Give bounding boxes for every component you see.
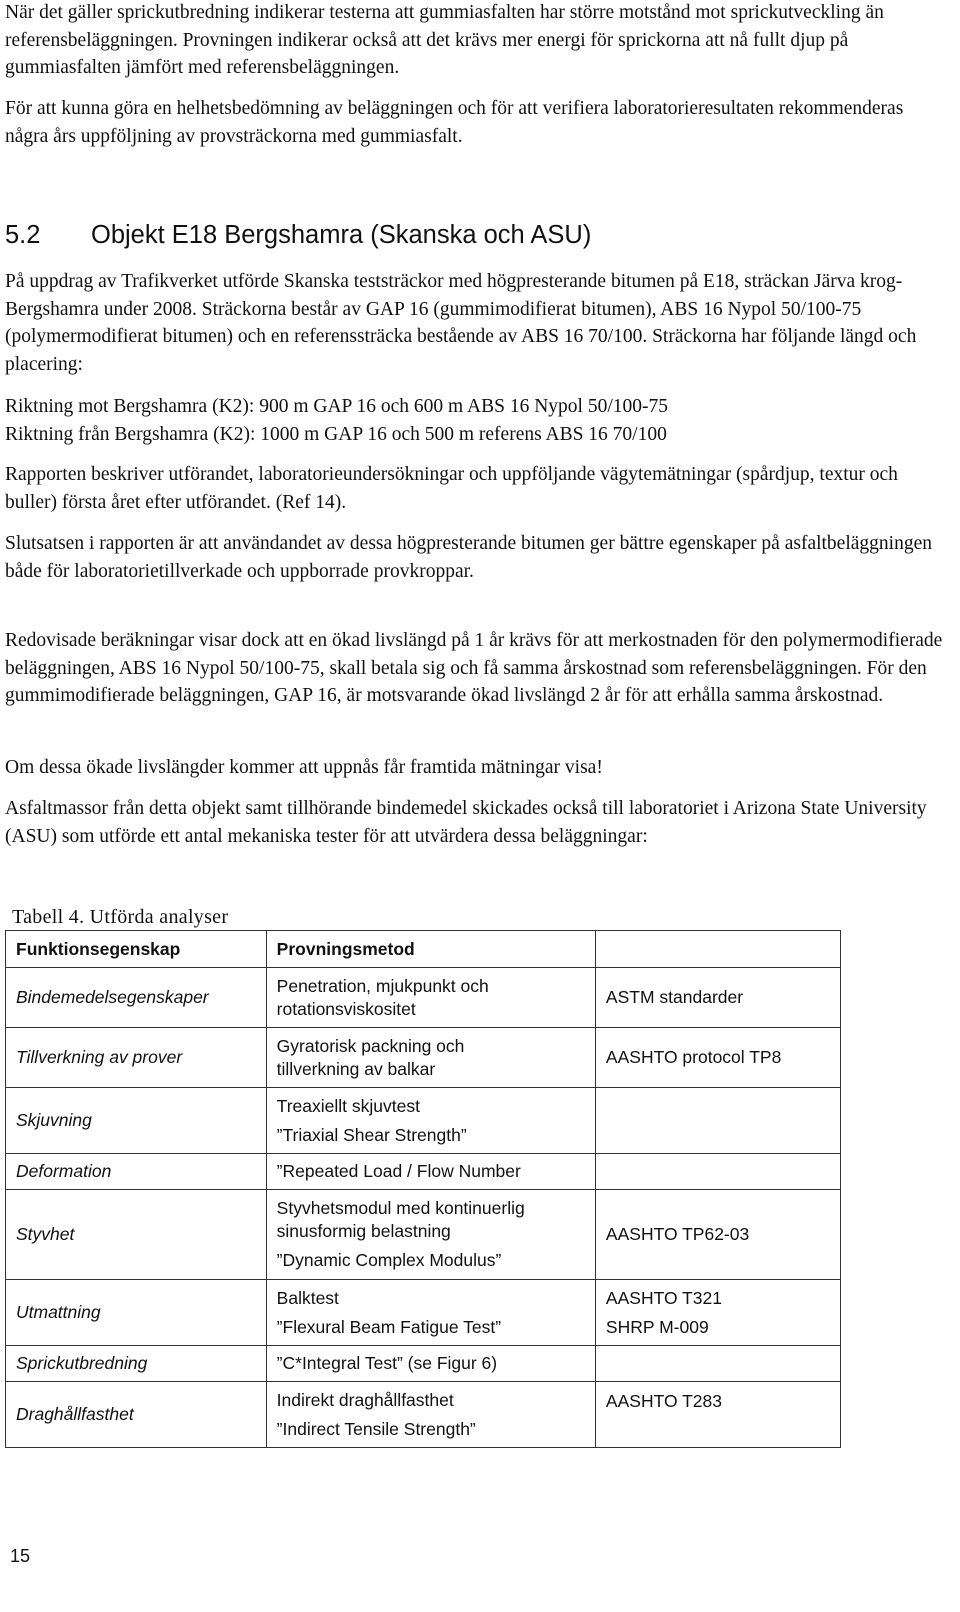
cell-method	[266, 1280, 595, 1346]
table-row	[6, 1346, 841, 1382]
header-provningsmetod: Provningsmetod	[266, 931, 595, 968]
direction-line-2: Riktning från Bergshamra (K2): 1000 m GAP 16 och 500 m referens ABS 16 70/100	[5, 424, 667, 445]
cell-property: Bindemedelsegenskaper	[6, 968, 267, 1028]
cell-property: Deformation	[6, 1154, 267, 1190]
table-row	[6, 1028, 841, 1088]
method-line: rotationsviskositet	[276, 998, 416, 1019]
cell-standard: AASHTO TP62-03	[595, 1190, 840, 1280]
method-line: ”Indirect Tensile Strength”	[276, 1418, 476, 1439]
analyses-table	[5, 930, 841, 1448]
section-title: Objekt E18 Bergshamra (Skanska och ASU)	[91, 221, 592, 249]
table-row	[6, 1154, 841, 1190]
paragraph-sprickutbredning: När det gäller sprickutbredning indikerar testerna att gummiasfalten har större motstånd mot sprickutveckling än referensbeläggningen. Provningen indikerar också att det krävs mer energi för sprickorna att nå fullt djup på gummiasfalten jämfört med referensbeläggningen.	[5, 2, 884, 78]
header-standard-empty	[595, 931, 840, 968]
section-heading	[5, 219, 591, 251]
method-line: sinusformig belastning	[276, 1221, 451, 1241]
method-line: ”Triaxial Shear Strength”	[276, 1124, 467, 1145]
header-funktionsegenskap: Funktionsegenskap	[6, 931, 267, 968]
cell-property: Styvhet	[6, 1190, 267, 1280]
method-line: Styvhetsmodul med kontinuerlig	[276, 1198, 525, 1218]
table-row	[6, 1190, 841, 1280]
cell-standard	[595, 1088, 840, 1154]
cell-property: Tillverkning av prover	[6, 1028, 267, 1088]
table-row	[6, 1382, 841, 1448]
cell-method	[266, 1088, 595, 1154]
cell-property: Draghållfasthet	[6, 1382, 267, 1448]
paragraph-asfaltmassor: Asfaltmassor från detta objekt samt tillhörande bindemedel skickades också till laboratoriet i Arizona State University (ASU) som utförde ett antal mekaniska tester för att utvärdera dessa beläggningar:	[5, 798, 927, 847]
cell-standard	[595, 1280, 840, 1346]
cell-method	[266, 1028, 595, 1088]
paragraph-slutsatsen: Slutsatsen i rapporten är att användandet av dessa högpresterande bitumen ger bättre egenskaper på asfaltbeläggningen både för laboratorietillverkade och uppborrade provkroppar.	[5, 533, 932, 582]
method-line: Penetration, mjukpunkt och	[276, 975, 489, 996]
table-row	[6, 1280, 841, 1346]
standard-line: AASHTO T321	[605, 1287, 722, 1308]
table-caption: Tabell 4. Utförda analyser	[12, 906, 229, 928]
method-line: ”Dynamic Complex Modulus”	[276, 1250, 502, 1270]
cell-property: Skjuvning	[6, 1088, 267, 1154]
standard-line: SHRP M-009	[605, 1316, 709, 1337]
cell-method: ”Repeated Load / Flow Number	[266, 1154, 595, 1190]
table-header-row	[6, 931, 841, 968]
paragraph-uppdrag: På uppdrag av Trafikverket utförde Skanska teststräckor med högpresterande bitumen på E18, sträckan Järva krog-Bergshamra under 2008. Sträckorna består av GAP 16 (gummimodifierat bitumen), ABS 16 Nypol 50/100-75 (polymermodifierat bitumen) och en referenssträcka bestående av ABS 16 70/100. Sträckorna har följande längd och placering:	[5, 271, 917, 375]
paragraph-helhetsbedomning: För att kunna göra en helhetsbedömning av beläggningen och för att verifiera laboratorieresultaten rekommenderas några års uppföljning av provsträckorna med gummiasfalt.	[5, 98, 904, 147]
cell-method: ”C*Integral Test” (se Figur 6)	[266, 1346, 595, 1382]
cell-method	[266, 1382, 595, 1448]
paragraph-berakningar: Redovisade beräkningar visar dock att en ökad livslängd på 1 år krävs för att merkostnaden för den polymermodifierade beläggningen, ABS 16 Nypol 50/100-75, skall betala sig och få samma årskostnad som referensbeläggningen. För den gummimodifierade beläggningen, GAP 16, är motsvarande ökad livslängd 2 år för att erhålla samma årskostnad.	[5, 630, 943, 706]
paragraph-rapporten: Rapporten beskriver utförandet, laboratorieundersökningar och uppföljande vägytemätningar (spårdjup, textur och buller) första året efter utförandet. (Ref 14).	[5, 464, 898, 513]
cell-standard	[595, 1154, 840, 1190]
method-line: Balktest	[276, 1287, 339, 1308]
method-line: Treaxiellt skjuvtest	[276, 1095, 420, 1116]
paragraph-livslangder: Om dessa ökade livslängder kommer att uppnås får framtida mätningar visa!	[5, 757, 603, 778]
table-row	[6, 968, 841, 1028]
method-line: tillverkning av balkar	[276, 1058, 436, 1079]
cell-standard: ASTM standarder	[595, 968, 840, 1028]
page-number: 15	[10, 1546, 31, 1566]
cell-method	[266, 968, 595, 1028]
cell-standard: AASHTO T283	[595, 1382, 840, 1448]
cell-method	[266, 1190, 595, 1280]
method-line: ”Flexural Beam Fatigue Test”	[276, 1316, 502, 1337]
table-row	[6, 1088, 841, 1154]
cell-property: Sprickutbredning	[6, 1346, 267, 1382]
method-line: Gyratorisk packning och	[276, 1035, 465, 1056]
cell-property: Utmattning	[6, 1280, 267, 1346]
direction-line-1: Riktning mot Bergshamra (K2): 900 m GAP 16 och 600 m ABS 16 Nypol 50/100-75	[5, 396, 668, 417]
method-line: Indirekt draghållfasthet	[276, 1389, 454, 1410]
cell-standard	[595, 1346, 840, 1382]
cell-standard: AASHTO protocol TP8	[595, 1028, 840, 1088]
section-number: 5.2	[5, 221, 41, 249]
